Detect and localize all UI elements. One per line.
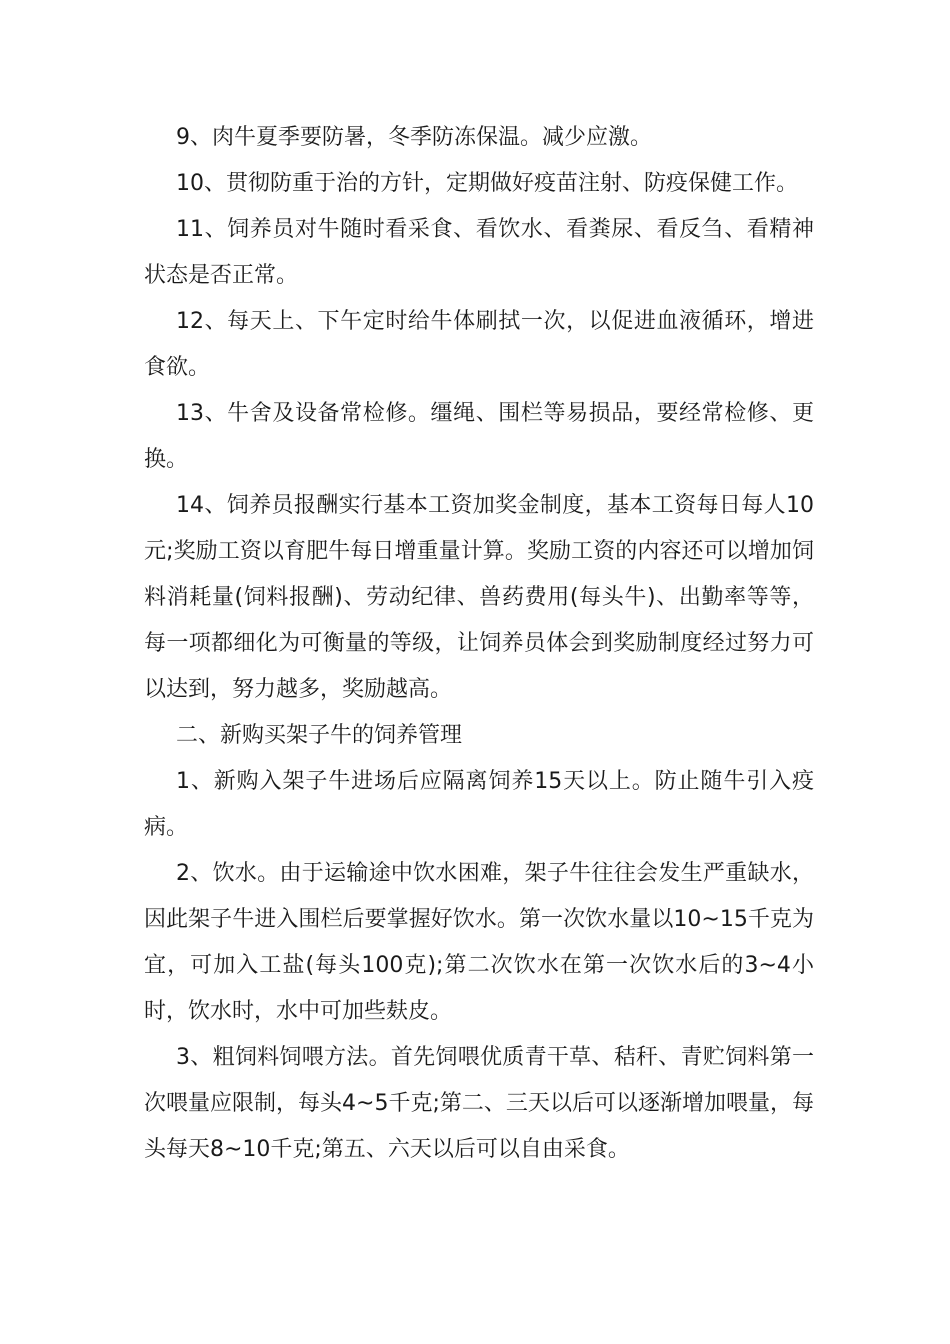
paragraph-item-9: 9、肉牛夏季要防暑，冬季防冻保温。减少应激。: [176, 125, 652, 150]
paragraph-item-3: 3、粗饲料饲喂方法。首先饲喂优质青干草、秸秆、青贮饲料第一次喂量应限制，每头4~5千克;第二、三天以后可以逐渐增加喂量，每头每天8~10千克;第五、六天以后可以自由采食。: [144, 1045, 814, 1162]
paragraph-item-13: 13、牛舍及设备常检修。缰绳、围栏等易损品，要经常检修、更换。: [144, 401, 814, 472]
section-heading: 二、新购买架子牛的饲养管理: [176, 723, 463, 748]
paragraph-item-14: 14、饲养员报酬实行基本工资加奖金制度，基本工资每日每人10元;奖励工资以育肥牛每日增重量计算。奖励工资的内容还可以增加饲料消耗量(饲料报酬)、劳动纪律、兽药费用(每头牛)、出勤率等等，每一项都细化为可衡量的等级，让饲养员体会到奖励制度经过努力可以达到，努力越多，奖励越高。: [144, 493, 814, 702]
paragraph-item-10: 10、贯彻防重于治的方针，定期做好疫苗注射、防疫保健工作。: [176, 171, 798, 196]
paragraph-item-1: 1、新购入架子牛进场后应隔离饲养15天以上。防止随牛引入疫病。: [144, 769, 814, 840]
paragraph-item-11: 11、饲养员对牛随时看采食、看饮水、看粪尿、看反刍、看精神状态是否正常。: [144, 217, 814, 288]
paragraph-item-12: 12、每天上、下午定时给牛体刷拭一次，以促进血液循环，增进食欲。: [144, 309, 814, 380]
paragraph-item-2: 2、饮水。由于运输途中饮水困难，架子牛往往会发生严重缺水，因此架子牛进入围栏后要掌握好饮水。第一次饮水量以10~15千克为宜，可加入工盐(每头100克);第二次饮水在第一次饮水后的3~4小时，饮水时，水中可加些麸皮。: [144, 861, 814, 1024]
document-body: [144, 115, 814, 1173]
